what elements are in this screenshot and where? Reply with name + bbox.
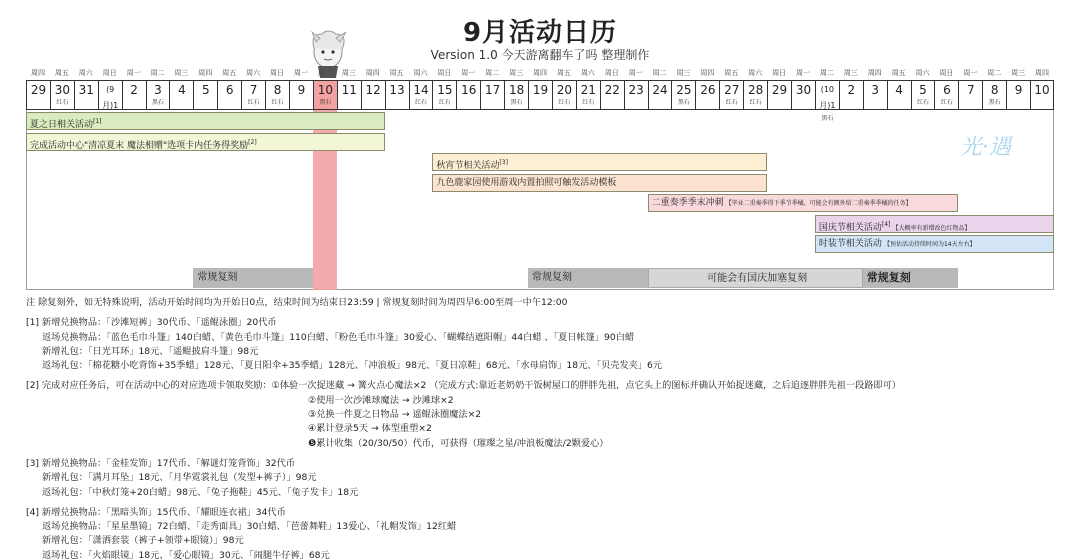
note-3-line: 新增礼包：「满月耳坠」18元、「月华霓裳礼包（发型+裤子）」98元 [42,472,317,484]
note-2-line: ③兑换一件夏之日物品 → 遥鲲泳圈魔法×2 [308,409,482,421]
note-1-line: 返场礼包：「棉花糖小吃背饰+35季蜡」128元、「夏日阳伞+35季蜡」128元、「冲浪板」98元、「夏日凉鞋」68元、「水母肩饰」18元、「贝壳发夹」6元 [42,360,663,372]
day-number: (9月)1 [102,85,119,110]
event-note: 【毕业二重奏季得下季节季橘、可能会有额外给二重奏季季橘的任务】 [725,200,912,207]
stone-label: 红石 [940,99,953,106]
weekday-label: 周一 [628,69,643,77]
stone-label: 黑石 [821,115,834,122]
day-cell [50,80,74,110]
note-2-line: [2] 完成对应任务后，可在活动中心的对应选项卡领取奖励：①体验一次捉迷藏 → 篝火点心魔法×2 （完成方式:靠近老奶奶干饭树屋口的胖胖先祖，点它头上的图标并确认开始捉迷藏，之后追逐胖胖先祖一段路即可） [26,380,901,392]
day-number: 7 [249,83,258,97]
day-cell [265,80,289,110]
weekday-label: 周四 [365,69,380,77]
day-cell [74,80,98,110]
weekday-label: 周四 [700,69,715,77]
event-ref: [4] [881,220,891,228]
rerun-bar: 常规复刻 [193,268,313,288]
day-cell [815,80,839,122]
weekday-label: 周日 [772,69,787,77]
event-label: 秋宵节相关活动 [436,161,500,171]
note-1-line: 新增礼包：「日光耳环」18元、「遥鲲披肩斗篷」98元 [42,345,259,357]
weekday-label: 周四 [30,69,45,77]
weekday-label: 周三 [1011,69,1026,77]
day-cell [241,80,265,110]
weekday-label: 周五 [891,69,906,77]
day-number: 26 [700,83,716,97]
weekday-label: 周三 [843,69,858,77]
weekday-label: 周二 [317,69,332,77]
event-label: 国庆节相关活动 [818,222,882,233]
day-cell [289,80,313,110]
day-number: 19 [532,83,549,97]
day-number: 18 [508,83,525,97]
watermark-logo: 光·遇 [960,135,1011,160]
note-2-line: ②使用一次沙滩球魔法 → 沙滩球×2 [308,394,454,406]
day-number: 21 [580,83,596,97]
day-cell [98,80,122,110]
day-number: 3 [871,83,879,97]
weekday-label: 周三 [341,69,356,77]
stone-label: 红石 [438,99,451,106]
weekday-label: 周一 [963,69,978,77]
day-number: 15 [437,83,453,97]
day-number: 5 [919,83,927,97]
day-cell [600,80,624,110]
day-cell [1006,80,1030,110]
day-number: 10 [317,83,333,97]
day-number: 11 [341,83,357,97]
weekday-label: 周三 [509,69,524,77]
day-cell [958,80,982,110]
day-number: 20 [556,83,573,97]
day-cell [337,80,361,110]
note-1-line: 返场兑换物品：「蓝色毛巾斗篷」140白蜡、「黄色毛巾斗篷」110白蜡、「粉色毛巾斗篷」30爱心、「蝴蝶结遮阳帽」44白蜡 、「夏日帐篷」90白蜡 [42,331,635,343]
day-cell [26,80,50,110]
day-number: 22 [604,83,620,97]
day-number: 9 [297,83,306,97]
note-3-line: [3] 新增兑换物品：「金桂发饰」17代币、「解谜灯笼背饰」32代币 [26,457,295,469]
day-cell [480,80,504,110]
day-number: 13 [389,83,405,97]
day-number: 28 [748,83,764,97]
event-label: 时装节相关活动 [818,239,882,249]
day-number: 10 [1034,83,1050,97]
stone-label: 黑石 [319,99,332,106]
weekday-label: 周六 [915,69,930,77]
day-number: 6 [943,83,951,97]
day-number: 9 [1014,83,1023,97]
note-4-line: 返场礼包：「火焰眼镜」18元、「爱心眼镜」30元、「闹腿牛仔裤」68元 [42,549,330,560]
weekday-label: 周二 [485,69,500,77]
weekday-label: 周三 [174,69,189,77]
weekday-label: 周四 [532,69,547,77]
weekday-label: 周四 [1035,69,1050,77]
weekday-label: 周一 [293,69,308,77]
note-4-line: [4] 新增兑换物品：「黑暗头饰」15代币、「耀眼连衣裙」34代币 [26,506,286,518]
day-cell [767,80,791,110]
note-2-line: ❺累计收集（20/30/50）代币，可获得（璀璨之星/冲浪板魔法/2颗爱心） [308,437,609,449]
day-cell [146,80,170,110]
stone-label: 红石 [749,99,762,106]
event-bar [815,235,1054,253]
day-cell [217,80,241,110]
day-cell [385,80,409,110]
note-3-line: 返场礼包：「中秋灯笼+20白蜡」98元、「兔子拖鞋」45元、「兔子发卡」18元 [42,486,359,498]
weekday-label: 周日 [604,69,619,77]
day-cell [648,80,672,110]
day-cell [313,80,337,110]
day-number: 16 [461,83,477,97]
day-cell [743,80,767,110]
day-cell [576,80,600,110]
event-ref: [3] [499,159,508,166]
day-number: 25 [676,83,692,97]
day-number: 6 [225,83,234,97]
day-number: 17 [485,83,501,97]
day-cell [456,80,480,110]
event-bar [26,133,385,151]
day-cell [863,80,887,110]
day-cell [193,80,217,110]
weekday-label: 周日 [102,69,117,77]
note-1-line: [1] 新增兑换物品：「沙滩短裤」30代币、「遥鲲泳圈」20代币 [26,317,277,329]
weekday-label: 周日 [437,69,452,77]
day-number: 4 [178,83,186,97]
event-bar [432,174,767,192]
day-number: 31 [78,83,94,97]
event-bar [815,215,1054,233]
day-number: 29 [30,83,47,97]
weekday-label: 周二 [987,69,1002,77]
day-cell [504,80,528,110]
note-4-line: 新增礼包：「潇洒套装（裤子+领带+眼镜）」98元 [42,535,244,547]
stone-label: 红石 [558,99,571,106]
day-number: 14 [413,83,429,97]
page-title: 9月活动日历 [462,18,618,48]
notes-section [26,296,1066,560]
day-number: 8 [990,83,999,97]
weekday-label: 周六 [580,69,595,77]
rerun-bar: 可能会有国庆加塞复刻 [648,268,863,288]
stone-label: 红石 [725,99,738,106]
weekday-label: 周一 [126,69,141,77]
stone-label: 黑石 [151,99,164,106]
stone-label: 红石 [247,99,260,106]
day-cell [528,80,552,110]
event-bar [432,153,767,171]
day-number: 3 [154,83,162,97]
day-number: 5 [201,83,210,97]
weekday-label: 周五 [54,69,69,77]
stone-label: 黑石 [988,99,1001,106]
weekday-label: 周五 [222,69,237,77]
stone-label: 红石 [271,99,284,106]
weekday-label: 周一 [795,69,810,77]
day-cell [624,80,648,110]
day-cell [719,80,743,110]
weekday-label: 周二 [652,69,667,77]
weekday-label: 周四 [867,69,882,77]
day-cell [839,80,863,110]
day-cell [409,80,433,110]
day-cell [887,80,911,110]
day-number: 4 [895,83,903,97]
day-number: 23 [628,83,644,97]
day-number: 2 [847,83,856,97]
stone-label: 红石 [916,99,929,106]
day-number: 8 [273,83,282,97]
stone-label: 红石 [582,99,595,106]
day-number: 29 [771,83,788,97]
day-cell [1030,80,1054,110]
day-number: 30 [795,83,812,97]
weekday-label: 周三 [676,69,691,77]
day-number: 30 [54,83,70,97]
event-note: 【预估活动持续时间为14天左右】 [883,241,976,248]
weekday-label: 周二 [819,69,834,77]
note-4-line: 返场兑换物品：「星星墨镜」72白蜡、「走秀面具」30白蜡、「芭蕾舞鞋」13爱心、「礼帽发饰」12红蜡 [42,521,457,533]
day-number: 12 [365,83,381,97]
weekday-label: 周六 [78,69,93,77]
weekday-label: 周四 [198,69,213,77]
event-note: 【大概率有新增改色红物品】 [892,224,971,232]
rerun-bar: 常规复刻 [863,268,959,288]
day-cell [791,80,815,110]
day-cell [432,80,456,110]
event-ref: [2] [248,138,257,146]
weekday-label: 周二 [150,69,165,77]
event-label: 二重奏季季末冲刺 [651,198,724,208]
event-label: 九色鹿家园使用游戏内置拍照可触发活动模板 [436,177,617,188]
day-number: 7 [966,83,975,97]
day-cell [671,80,695,110]
day-number: 27 [724,83,740,97]
weekday-label: 周日 [270,69,285,77]
day-cell [911,80,935,110]
event-bar [648,194,959,212]
notes-intro: 注 除复刻外，如无特殊说明，活动开始时间均为开始日0点，结束时间为结束日23:59 | 常规复刻时间为周四早6:00至周一中午12:00 [26,297,568,308]
day-cell [169,80,193,110]
weekday-label: 周日 [939,69,954,77]
day-cell [982,80,1006,110]
stone-label: 红石 [414,99,427,106]
weekday-label: 周六 [413,69,428,77]
calendar-grid [26,66,1054,290]
day-cell [695,80,719,110]
day-number: 2 [130,83,138,97]
day-cell [552,80,576,110]
stone-label: 黑石 [677,99,690,106]
weekday-label: 周五 [556,69,571,77]
note-2-line: ④累计登录5天 → 体型重塑×2 [308,423,432,435]
event-bar [26,112,385,130]
weekday-label: 周一 [461,69,476,77]
rerun-bar: 常规复刻 [528,268,648,288]
event-label: 完成活动中心"清凉夏末 魔法相赠"选项卡内任务得奖励 [30,140,249,151]
day-cell [361,80,385,110]
stone-label: 红石 [56,99,69,106]
stone-label: 黑石 [510,99,523,106]
weekday-label: 周五 [724,69,739,77]
weekday-label: 周六 [246,69,261,77]
day-cell [934,80,958,110]
weekday-label: 周五 [389,69,404,77]
event-label: 夏之日相关活动 [30,120,94,130]
day-number: 24 [652,83,668,97]
weekday-label: 周六 [748,69,763,77]
event-ref: [1] [93,118,102,125]
page-subtitle: Version 1.0 今天游离翻车了吗 整理制作 [430,48,650,62]
day-cell [122,80,146,110]
day-number: (10月)1 [819,85,836,110]
